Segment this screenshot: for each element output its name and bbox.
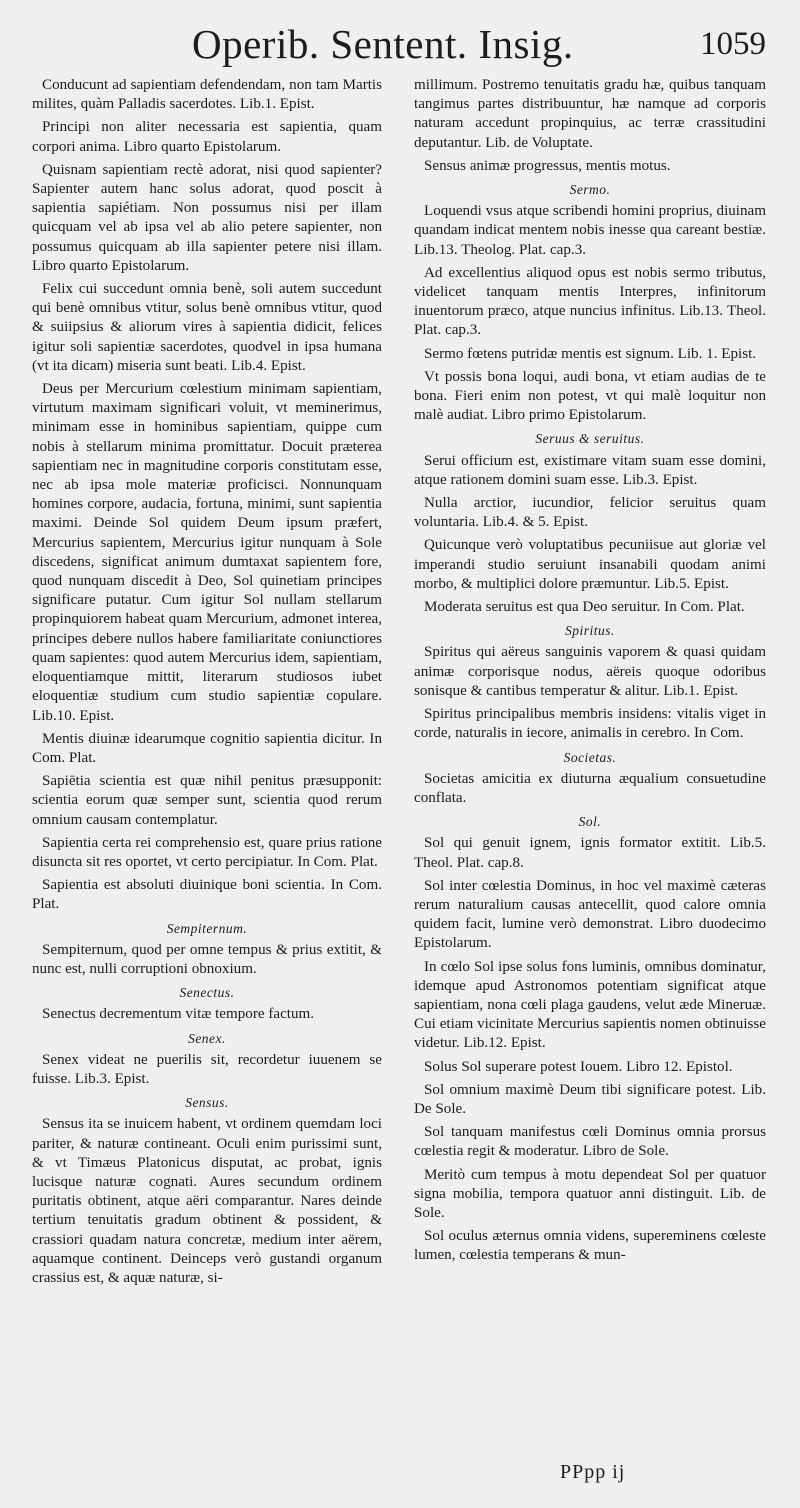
- entry-paragraph: Sol omnium maximè Deum tibi significare potest. Lib. De Sole.: [414, 1081, 766, 1117]
- section-heading: Senectus.: [179, 985, 235, 1001]
- entry-paragraph: Societas amicitia ex diuturna æqualium consuetudine conflata.: [414, 770, 766, 806]
- entry-paragraph: Quisnam sapientiam rectè adorat, nisi quod sapienter? Sapienter autem hanc solus adorat, quod poscit à sapientia sapiétiam. Non possumus nisi per illam quicquam vel ab ipsa vel ab alio petere sapienter, non possumus quicquam ab illa sapienter petere nisi illam. Libro quarto Epistolarum.: [32, 161, 382, 274]
- entry-paragraph: Sensus animæ progressus, mentis motus.: [424, 157, 671, 174]
- section-heading: Sol.: [578, 814, 602, 830]
- right-column: [414, 76, 766, 1270]
- entry-paragraph: Sempiternum, quod per omne tempus & prius extitit, & nunc est, nulli corruptioni obnoxium.: [32, 941, 382, 977]
- section-heading: Societas.: [563, 749, 617, 765]
- entry-paragraph: Sapientia est absoluti diuinique boni scientia. In Com. Plat.: [32, 877, 382, 913]
- section-heading: Sempiternum.: [166, 920, 248, 936]
- entry-paragraph: Vt possis bona loqui, audi bona, vt etiam audias de te bona. Fieri enim non potest, vt qui malè loquitur non malè audiat. Libro primo Epistolarum.: [414, 368, 766, 424]
- entry-paragraph: Senex videat ne puerilis sit, recordetur iuuenem se fuisse. Lib.3. Epist.: [32, 1051, 382, 1087]
- entry-paragraph: Serui officium est, existimare vitam suam esse domini, atque rationem domini suam esse. Lib.3. Epist.: [414, 452, 766, 488]
- entry-paragraph: Mentis diuinæ idearumque cognitio sapientia dicitur. In Com. Plat.: [32, 730, 382, 766]
- section-heading: Sensus.: [185, 1095, 229, 1111]
- section-heading: Seruus & seruitus.: [535, 431, 645, 447]
- entry-paragraph: In cœlo Sol ipse solus fons luminis, omnibus dominatur, idemque apud Astronomos potentiam significat atque sapientiam, nona cœli plaga gaudens, velut æde Mineruæ. Cui etiam vicinitate Mercurius sapientis nomen obtinuisse videtur. Lib.12. Epist.: [414, 958, 766, 1052]
- section-heading: Sermo.: [569, 182, 611, 198]
- entry-paragraph: Spiritus principalibus membris insidens: vitalis viget in corde, naturalis in iecore, animalis in cerebro. In Com.: [414, 706, 766, 742]
- entry-paragraph: Deus per Mercurium cœlestium minimam sapientiam, virtutum maximam significari voluit, vt meminerimus, minimam esse in hominibus sapientiam, quippe cum nobis à stellarum minima promittatur. Docuit præterea sapientiam nec in magnitudine corporis constitutam esse, nec ab ipsa mole materiæ proficisci. Nonnunquam homines corpore, audacia, fortuna, minimi, sunt sapientia maximi. Deinde Sol quidem Deum ipsum præfert, Mercurius sapientem, Mercurius igitur nunquam à Sole discedens, significat animum dumtaxat sapientem fore, quod nunquam discedit à Deo, Sol quinetiam principes significare putatur. Cum igitur Sol nullam stellarum propinquiorem habeat quam Mercurium, admonet interea, principes debere nullos habere familiaritate coniunctiores quam sapientes: quod autem Mercurius idem, sapientiam, eloquentiamque mittit, literarum studiosos iubet eloquentiæ studium cum studio sapientiæ copulare. Lib.10. Epist.: [32, 381, 382, 724]
- running-head: [0, 18, 800, 78]
- entry-paragraph: Sapientia certa rei comprehensio est, quare prius ratione disuncta sit res oportet, vt certo percipiatur. In Com. Plat.: [32, 834, 382, 870]
- entry-paragraph: Solus Sol superare potest Iouem. Libro 12. Epistol.: [424, 1058, 733, 1075]
- entry-paragraph: Sermo fœtens putridæ mentis est signum. Lib. 1. Epist.: [424, 345, 757, 362]
- section-heading: Spiritus.: [565, 623, 615, 639]
- entry-paragraph: millimum. Postremo tenuitatis gradu hæ, quibus tanquam tangimus partes distribuuntur, hæ namque ad corporis naturam accedunt propinquius, ac terræ crassitudini deputantur. Lib. de Voluptate.: [414, 77, 766, 151]
- signature-mark: PPpp ij: [560, 1461, 626, 1483]
- entry-paragraph: Moderata seruitus est qua Deo seruitur. In Com. Plat.: [424, 599, 745, 616]
- entry-paragraph: Sol inter cœlestia Dominus, in hoc vel maximè cæteras rerum naturalium causas antecellit, quod calore omnia quidem facit, lumine verò demonstrat. Libro duodecimo Epistolarum.: [414, 877, 766, 952]
- entry-paragraph: Spiritus qui aëreus sanguinis vaporem & quasi quidam animæ corporisque nodus, aëreis quoque odoribus sonisque & cantibus temperatur & alitur. Lib.1. Epist.: [414, 644, 766, 699]
- entry-paragraph: Loquendi vsus atque scribendi homini proprius, diuinam quandam indicat mentem nobis inesse qua careant bestiæ. Lib.13. Theolog. Plat. cap.3.: [414, 203, 766, 258]
- entry-paragraph: Sol tanquam manifestus cœli Dominus omnia prorsus cœlestia regit & moderatur. Libro de Sole.: [414, 1124, 766, 1160]
- entry-paragraph: Meritò cum tempus à motu dependeat Sol per quatuor signa mobilia, tempora quatuor anni distinguit. Lib. de Sole.: [414, 1166, 766, 1221]
- entry-paragraph: Conducunt ad sapientiam defendendam, non tam Martis milites, quàm Palladis sacerdotes. Lib.1. Epist.: [32, 77, 382, 113]
- entry-paragraph: Sol oculus æternus omnia videns, supereminens cœleste lumen, cœlestia temperans & mun-: [414, 1228, 766, 1264]
- entry-paragraph: Sapiētia scientia est quæ nihil penitus præsupponit: scientia eorum quæ semper sunt, scientia quod rerum omnium causam contemplatur.: [32, 773, 382, 828]
- entry-paragraph: Nulla arctior, iucundior, felicior seruitus quam voluntaria. Lib.4. & 5. Epist.: [414, 495, 766, 531]
- entry-paragraph: Sol qui genuit ignem, ignis formator extitit. Lib.5. Theol. Plat. cap.8.: [414, 835, 766, 871]
- entry-paragraph: Sensus ita se inuicem habent, vt ordinem quemdam loci pariter, & naturæ contineant. Oculi enim purissimi sunt, & vt Timæus Platonicus disputat, ac probat, ignis lucisque naturæ cognati. Aures secundum ordinem puritatis obtinent, atque aëri comparantur. Nares deinde tertium tenuitatis gradum obtinent & possident, & crassiori quadam natura concretæ, medium inter aërem, aquamque continent. Deinceps verò gustandi organum crassius est, & aquæ naturæ, si-: [32, 1116, 382, 1286]
- entry-paragraph: Quicunque verò voluptatibus pecuniisue aut gloriæ vel imperandi studio seruiunt insanabili quodam animi morbo, & multiplici dolore præmuntur. Lib.5. Epist.: [414, 537, 766, 592]
- entry-paragraph: Principi non aliter necessaria est sapientia, quam corpori anima. Libro quarto Epistolarum.: [32, 119, 382, 155]
- section-heading: Senex.: [188, 1030, 226, 1046]
- entry-paragraph: Ad excellentius aliquod opus est nobis sermo tributus, videlicet tanquam mentis Interpres, infinitorum inuentorum præco, atque nuncius infinitus. Lib.13. Theol. Plat. cap.3.: [414, 264, 766, 339]
- page-number: 1059: [700, 26, 766, 62]
- left-column: [32, 76, 382, 1292]
- running-title: Operib. Sentent. Insig.: [192, 21, 574, 67]
- entry-paragraph: Felix cui succedunt omnia benè, soli autem succedunt qui benè omnibus vtitur, solus benè omnibus vtitur, quod & suiipsius & aliorum vires à sapientia didicit, felices igitur soli sapientiæ sacerdotes, quodvel in ipsa humana (vt ita dicam) miseria sunt beati. Lib.4. Epist.: [32, 281, 382, 374]
- entry-paragraph: Senectus decrementum vitæ tempore factum.: [42, 1006, 315, 1023]
